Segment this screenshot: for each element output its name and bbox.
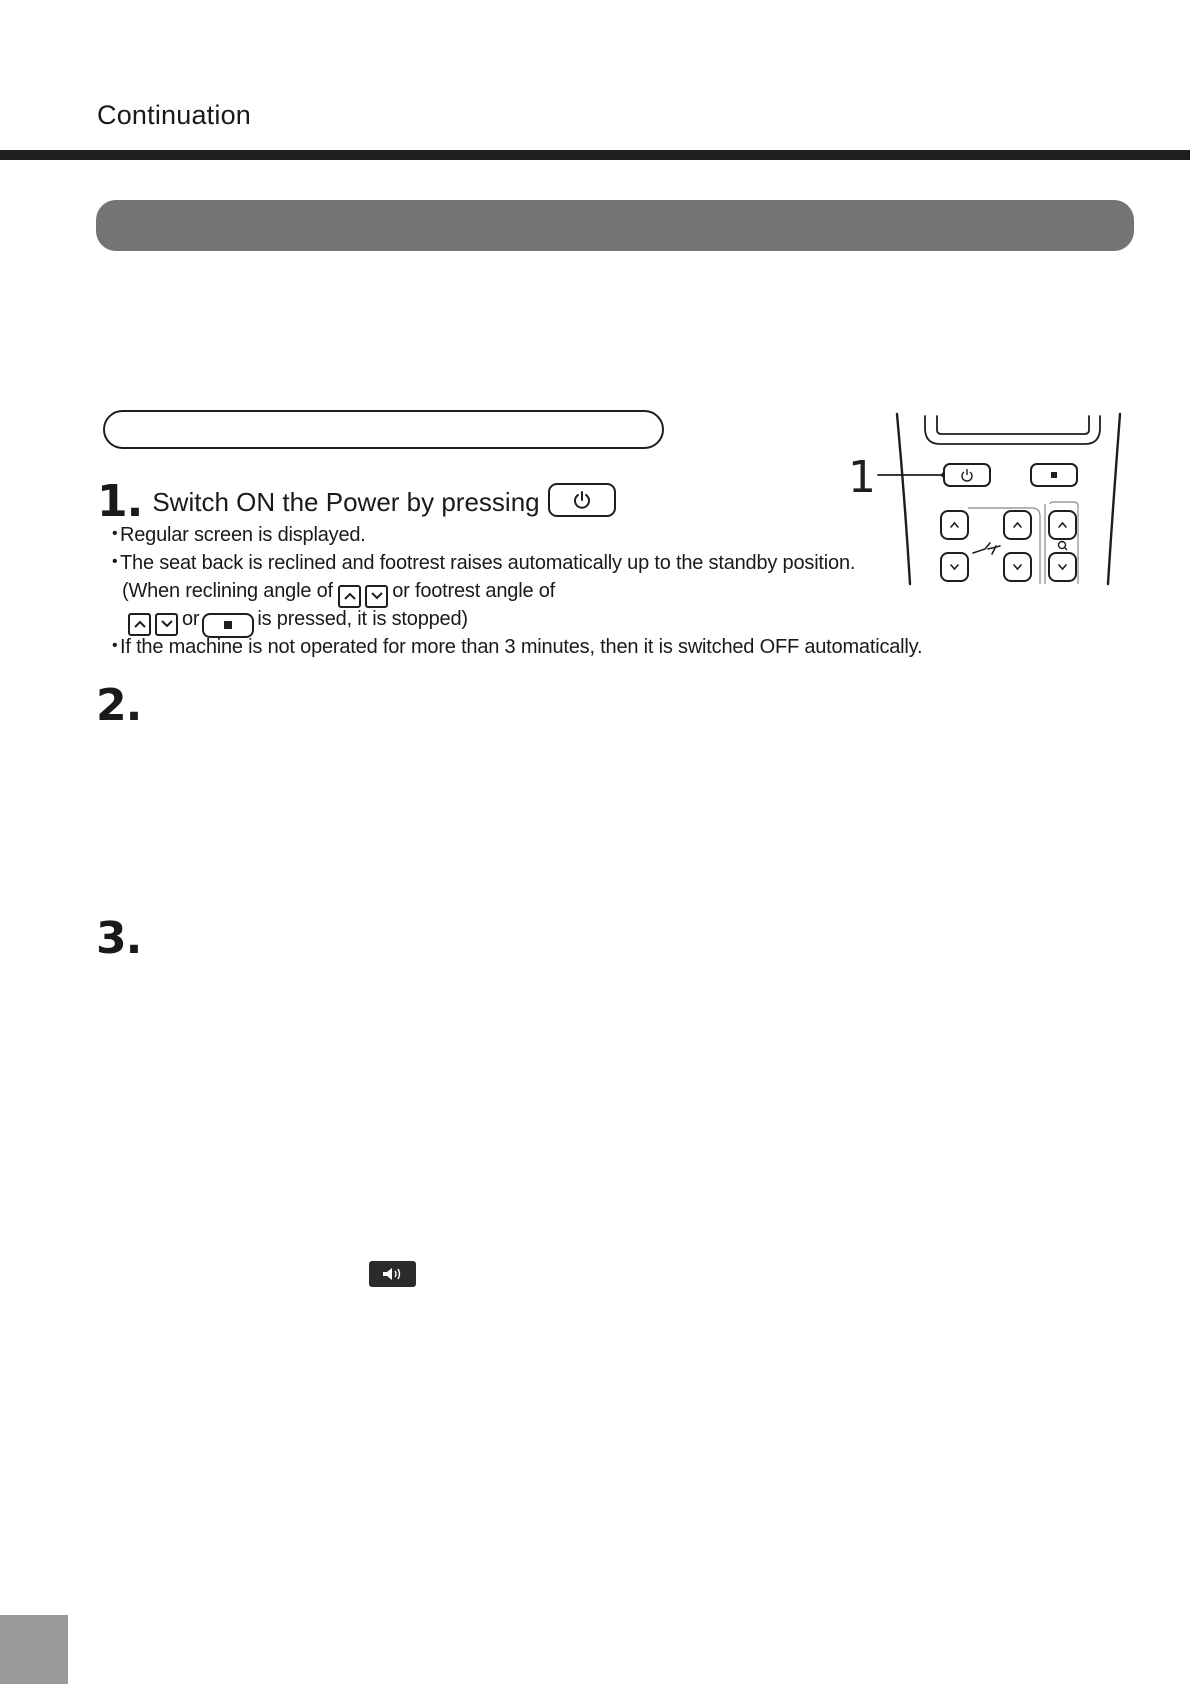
note-text: Regular screen is displayed. (120, 524, 366, 546)
down-key (365, 585, 388, 608)
chevron-up-icon (133, 619, 147, 629)
up-key (128, 613, 151, 636)
note-text: is pressed, it is stopped) (257, 608, 468, 630)
step-3-number: 3. (96, 913, 142, 964)
power-key (548, 483, 616, 517)
bullet: • (112, 637, 118, 654)
remote-stop-button (1031, 464, 1077, 486)
remote-power-button (944, 464, 990, 486)
stop-icon (223, 620, 233, 630)
note-text: If the machine is not operated for more than 3 minutes, then it is switched OFF automatically. (120, 636, 923, 658)
section-banner (96, 200, 1134, 251)
power-icon (571, 489, 593, 511)
step-2-number: 2. (96, 680, 142, 731)
step-1-text: Switch ON the Power by pressing (152, 487, 540, 517)
stop-key (202, 613, 254, 638)
callout-label: 1 (848, 452, 876, 503)
footrest-up-button (1004, 511, 1031, 539)
down-key (155, 613, 178, 636)
chevron-up-icon (343, 591, 357, 601)
recline-down-button (941, 553, 968, 581)
note-text: The seat back is reclined and footrest raises automatically up to the standby position. (120, 552, 856, 574)
speaker-icon (381, 1267, 405, 1281)
note-text: (When reclining angle of (122, 580, 333, 602)
note-line-4 (128, 608, 468, 638)
volume-key (369, 1261, 416, 1287)
chevron-down-icon (160, 619, 174, 629)
header-rule (0, 150, 1190, 160)
note-text: or (182, 608, 200, 630)
remote-control-illustration (840, 408, 1130, 590)
subheading-box (103, 410, 664, 449)
page-header-title: Continuation (97, 100, 252, 130)
note-line-1 (112, 524, 366, 547)
note-text: or footrest angle of (392, 580, 556, 602)
note-line-3 (122, 580, 555, 608)
bullet: • (112, 525, 118, 542)
step-1-number: 1. (97, 476, 143, 527)
footrest-down-button (1004, 553, 1031, 581)
remote-right-edge (1108, 414, 1120, 584)
remote-left-edge (897, 414, 910, 584)
page-tab (0, 1615, 68, 1684)
step-1-heading (97, 476, 616, 527)
chevron-down-icon (370, 591, 384, 601)
up-key (338, 585, 361, 608)
note-line-5 (112, 636, 922, 659)
recline-up-button (941, 511, 968, 539)
note-line-2 (112, 552, 855, 575)
bullet: • (112, 553, 118, 570)
leg-up-button (1049, 511, 1076, 539)
leg-down-button (1049, 553, 1076, 581)
